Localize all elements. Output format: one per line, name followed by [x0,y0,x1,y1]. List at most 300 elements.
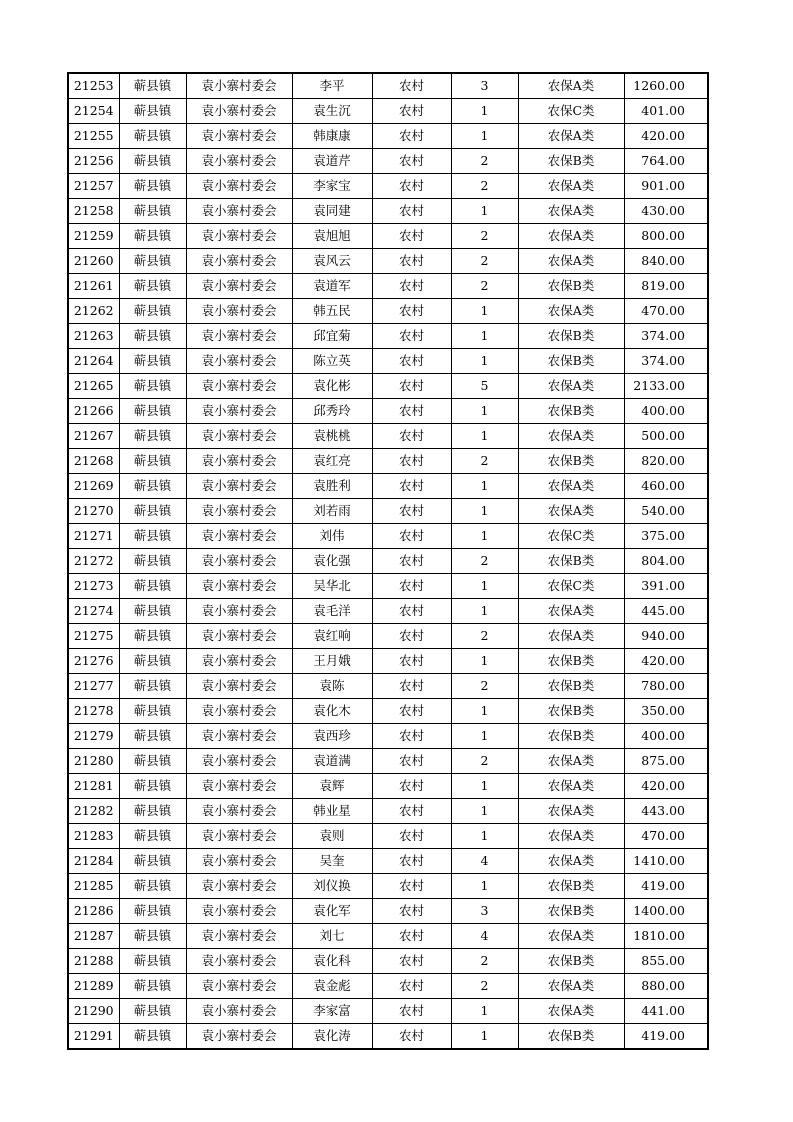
table-row [68,699,708,724]
area-type-cell: 农村 [372,424,451,449]
town-cell: 蕲县镇 [119,399,186,424]
village-committee-cell: 袁小寨村委会 [186,124,292,149]
record-id-cell: 21258 [68,199,119,224]
name-cell: 李家宝 [292,174,372,199]
amount-cell: 875.00 [624,749,708,774]
town-cell: 蕲县镇 [119,449,186,474]
area-type-cell: 农村 [372,749,451,774]
record-id-cell: 21288 [68,949,119,974]
household-count-cell: 1 [451,399,518,424]
insurance-category-cell: 农保A类 [518,474,624,499]
area-type-cell: 农村 [372,449,451,474]
insurance-category-cell: 农保B类 [518,724,624,749]
amount-cell: 780.00 [624,674,708,699]
insurance-category-cell: 农保C类 [518,524,624,549]
amount-cell: 840.00 [624,249,708,274]
amount-cell: 401.00 [624,99,708,124]
record-id-cell: 21264 [68,349,119,374]
area-type-cell: 农村 [372,999,451,1024]
village-committee-cell: 袁小寨村委会 [186,974,292,999]
table-row [68,524,708,549]
table-row [68,449,708,474]
town-cell: 蕲县镇 [119,574,186,599]
town-cell: 蕲县镇 [119,349,186,374]
table-row [68,73,708,99]
table-row [68,899,708,924]
record-id-cell: 21290 [68,999,119,1024]
amount-cell: 470.00 [624,299,708,324]
town-cell: 蕲县镇 [119,874,186,899]
household-count-cell: 1 [451,499,518,524]
table-row [68,824,708,849]
record-id-cell: 21277 [68,674,119,699]
amount-cell: 940.00 [624,624,708,649]
village-committee-cell: 袁小寨村委会 [186,574,292,599]
amount-cell: 445.00 [624,599,708,624]
name-cell: 袁西珍 [292,724,372,749]
town-cell: 蕲县镇 [119,499,186,524]
village-committee-cell: 袁小寨村委会 [186,724,292,749]
table-row [68,199,708,224]
household-count-cell: 2 [451,174,518,199]
town-cell: 蕲县镇 [119,299,186,324]
insurance-category-cell: 农保A类 [518,974,624,999]
insurance-category-cell: 农保A类 [518,924,624,949]
area-type-cell: 农村 [372,349,451,374]
name-cell: 袁陈 [292,674,372,699]
household-count-cell: 1 [451,799,518,824]
table-row [68,774,708,799]
record-id-cell: 21285 [68,874,119,899]
village-committee-cell: 袁小寨村委会 [186,349,292,374]
record-id-cell: 21289 [68,974,119,999]
amount-cell: 540.00 [624,499,708,524]
area-type-cell: 农村 [372,499,451,524]
area-type-cell: 农村 [372,574,451,599]
record-id-cell: 21275 [68,624,119,649]
amount-cell: 420.00 [624,124,708,149]
area-type-cell: 农村 [372,674,451,699]
record-id-cell: 21254 [68,99,119,124]
name-cell: 袁化彬 [292,374,372,399]
table-row [68,224,708,249]
amount-cell: 419.00 [624,1024,708,1050]
name-cell: 袁红响 [292,624,372,649]
name-cell: 袁红亮 [292,449,372,474]
table-row [68,799,708,824]
town-cell: 蕲县镇 [119,799,186,824]
household-count-cell: 1 [451,824,518,849]
table-row [68,349,708,374]
name-cell: 韩业星 [292,799,372,824]
household-count-cell: 1 [451,1024,518,1050]
town-cell: 蕲县镇 [119,749,186,774]
area-type-cell: 农村 [372,99,451,124]
record-id-cell: 21269 [68,474,119,499]
table-row [68,649,708,674]
record-id-cell: 21267 [68,424,119,449]
household-count-cell: 1 [451,774,518,799]
table-row [68,974,708,999]
amount-cell: 1810.00 [624,924,708,949]
table-row [68,174,708,199]
town-cell: 蕲县镇 [119,949,186,974]
household-count-cell: 1 [451,349,518,374]
amount-cell: 443.00 [624,799,708,824]
table-row [68,1024,708,1050]
name-cell: 袁旭旭 [292,224,372,249]
town-cell: 蕲县镇 [119,549,186,574]
amount-cell: 460.00 [624,474,708,499]
town-cell: 蕲县镇 [119,624,186,649]
insurance-category-cell: 农保B类 [518,949,624,974]
insurance-category-cell: 农保A类 [518,624,624,649]
amount-cell: 419.00 [624,874,708,899]
insurance-category-cell: 农保B类 [518,674,624,699]
record-id-cell: 21263 [68,324,119,349]
insurance-category-cell: 农保A类 [518,174,624,199]
area-type-cell: 农村 [372,549,451,574]
amount-cell: 820.00 [624,449,708,474]
table-row [68,874,708,899]
area-type-cell: 农村 [372,774,451,799]
village-committee-cell: 袁小寨村委会 [186,449,292,474]
record-id-cell: 21276 [68,649,119,674]
area-type-cell: 农村 [372,874,451,899]
record-id-cell: 21271 [68,524,119,549]
insurance-category-cell: 农保A类 [518,73,624,99]
town-cell: 蕲县镇 [119,649,186,674]
household-count-cell: 2 [451,974,518,999]
village-committee-cell: 袁小寨村委会 [186,624,292,649]
record-id-cell: 21284 [68,849,119,874]
insurance-category-cell: 农保A类 [518,249,624,274]
village-committee-cell: 袁小寨村委会 [186,949,292,974]
amount-cell: 350.00 [624,699,708,724]
record-id-cell: 21282 [68,799,119,824]
household-count-cell: 1 [451,324,518,349]
table-row [68,949,708,974]
record-id-cell: 21281 [68,774,119,799]
town-cell: 蕲县镇 [119,899,186,924]
town-cell: 蕲县镇 [119,224,186,249]
area-type-cell: 农村 [372,949,451,974]
village-committee-cell: 袁小寨村委会 [186,599,292,624]
town-cell: 蕲县镇 [119,674,186,699]
record-id-cell: 21257 [68,174,119,199]
name-cell: 韩康康 [292,124,372,149]
village-committee-cell: 袁小寨村委会 [186,699,292,724]
area-type-cell: 农村 [372,649,451,674]
table-row [68,149,708,174]
village-committee-cell: 袁小寨村委会 [186,849,292,874]
area-type-cell: 农村 [372,174,451,199]
name-cell: 袁金彪 [292,974,372,999]
name-cell: 李平 [292,73,372,99]
household-count-cell: 2 [451,149,518,174]
name-cell: 袁则 [292,824,372,849]
household-count-cell: 1 [451,424,518,449]
name-cell: 袁辉 [292,774,372,799]
name-cell: 吴奎 [292,849,372,874]
insurance-category-cell: 农保B类 [518,399,624,424]
name-cell: 袁化涛 [292,1024,372,1050]
household-count-cell: 1 [451,724,518,749]
insurance-category-cell: 农保A类 [518,999,624,1024]
record-id-cell: 21266 [68,399,119,424]
insurance-category-cell: 农保A类 [518,424,624,449]
town-cell: 蕲县镇 [119,73,186,99]
town-cell: 蕲县镇 [119,599,186,624]
village-committee-cell: 袁小寨村委会 [186,73,292,99]
amount-cell: 420.00 [624,649,708,674]
area-type-cell: 农村 [372,1024,451,1050]
name-cell: 刘若雨 [292,499,372,524]
household-count-cell: 2 [451,674,518,699]
table-row [68,724,708,749]
name-cell: 袁生沉 [292,99,372,124]
area-type-cell: 农村 [372,274,451,299]
insurance-category-cell: 农保B类 [518,874,624,899]
insurance-category-cell: 农保B类 [518,149,624,174]
insurance-category-cell: 农保A类 [518,224,624,249]
amount-cell: 880.00 [624,974,708,999]
record-id-cell: 21274 [68,599,119,624]
insurance-category-cell: 农保B类 [518,649,624,674]
amount-cell: 420.00 [624,774,708,799]
table-row [68,424,708,449]
table-row [68,474,708,499]
amount-cell: 764.00 [624,149,708,174]
table-row [68,924,708,949]
insurance-category-cell: 农保A类 [518,799,624,824]
record-id-cell: 21279 [68,724,119,749]
insurance-category-cell: 农保B类 [518,349,624,374]
area-type-cell: 农村 [372,249,451,274]
record-id-cell: 21283 [68,824,119,849]
record-id-cell: 21270 [68,499,119,524]
table-row [68,374,708,399]
household-count-cell: 1 [451,474,518,499]
table-row [68,249,708,274]
area-type-cell: 农村 [372,224,451,249]
village-committee-cell: 袁小寨村委会 [186,924,292,949]
record-id-cell: 21287 [68,924,119,949]
table-row [68,324,708,349]
table-row [68,624,708,649]
name-cell: 袁毛洋 [292,599,372,624]
name-cell: 韩五民 [292,299,372,324]
village-committee-cell: 袁小寨村委会 [186,274,292,299]
area-type-cell: 农村 [372,73,451,99]
area-type-cell: 农村 [372,624,451,649]
village-committee-cell: 袁小寨村委会 [186,399,292,424]
area-type-cell: 农村 [372,299,451,324]
village-committee-cell: 袁小寨村委会 [186,174,292,199]
town-cell: 蕲县镇 [119,724,186,749]
insurance-category-cell: 农保B类 [518,899,624,924]
name-cell: 袁化木 [292,699,372,724]
town-cell: 蕲县镇 [119,974,186,999]
insurance-category-cell: 农保A类 [518,749,624,774]
household-count-cell: 2 [451,949,518,974]
household-count-cell: 2 [451,549,518,574]
name-cell: 袁同建 [292,199,372,224]
area-type-cell: 农村 [372,899,451,924]
household-count-cell: 1 [451,874,518,899]
records-table-body [68,73,708,1049]
record-id-cell: 21265 [68,374,119,399]
town-cell: 蕲县镇 [119,99,186,124]
table-row [68,674,708,699]
household-count-cell: 1 [451,99,518,124]
household-count-cell: 3 [451,73,518,99]
name-cell: 刘仪换 [292,874,372,899]
amount-cell: 400.00 [624,724,708,749]
household-count-cell: 1 [451,199,518,224]
household-count-cell: 1 [451,999,518,1024]
area-type-cell: 农村 [372,324,451,349]
insurance-category-cell: 农保A类 [518,599,624,624]
town-cell: 蕲县镇 [119,374,186,399]
town-cell: 蕲县镇 [119,249,186,274]
amount-cell: 374.00 [624,324,708,349]
record-id-cell: 21268 [68,449,119,474]
record-id-cell: 21272 [68,549,119,574]
name-cell: 李家富 [292,999,372,1024]
village-committee-cell: 袁小寨村委会 [186,999,292,1024]
household-count-cell: 3 [451,899,518,924]
table-row [68,499,708,524]
record-id-cell: 21253 [68,73,119,99]
village-committee-cell: 袁小寨村委会 [186,799,292,824]
records-table [67,72,709,1050]
amount-cell: 901.00 [624,174,708,199]
name-cell: 袁风云 [292,249,372,274]
amount-cell: 500.00 [624,424,708,449]
record-id-cell: 21280 [68,749,119,774]
village-committee-cell: 袁小寨村委会 [186,424,292,449]
village-committee-cell: 袁小寨村委会 [186,374,292,399]
name-cell: 陈立英 [292,349,372,374]
amount-cell: 1410.00 [624,849,708,874]
village-committee-cell: 袁小寨村委会 [186,649,292,674]
name-cell: 袁胜利 [292,474,372,499]
area-type-cell: 农村 [372,599,451,624]
record-id-cell: 21260 [68,249,119,274]
area-type-cell: 农村 [372,149,451,174]
amount-cell: 400.00 [624,399,708,424]
table-row [68,849,708,874]
amount-cell: 800.00 [624,224,708,249]
town-cell: 蕲县镇 [119,849,186,874]
area-type-cell: 农村 [372,974,451,999]
name-cell: 邱秀玲 [292,399,372,424]
village-committee-cell: 袁小寨村委会 [186,149,292,174]
insurance-category-cell: 农保C类 [518,99,624,124]
insurance-category-cell: 农保B类 [518,1024,624,1050]
amount-cell: 819.00 [624,274,708,299]
name-cell: 袁道军 [292,274,372,299]
insurance-category-cell: 农保A类 [518,124,624,149]
area-type-cell: 农村 [372,374,451,399]
name-cell: 刘七 [292,924,372,949]
area-type-cell: 农村 [372,524,451,549]
table-row [68,574,708,599]
amount-cell: 2133.00 [624,374,708,399]
town-cell: 蕲县镇 [119,124,186,149]
village-committee-cell: 袁小寨村委会 [186,299,292,324]
insurance-category-cell: 农保B类 [518,699,624,724]
table-row [68,749,708,774]
town-cell: 蕲县镇 [119,824,186,849]
amount-cell: 374.00 [624,349,708,374]
amount-cell: 1260.00 [624,73,708,99]
town-cell: 蕲县镇 [119,474,186,499]
household-count-cell: 2 [451,449,518,474]
village-committee-cell: 袁小寨村委会 [186,474,292,499]
table-row [68,399,708,424]
table-row [68,999,708,1024]
town-cell: 蕲县镇 [119,174,186,199]
amount-cell: 441.00 [624,999,708,1024]
name-cell: 王月娥 [292,649,372,674]
record-id-cell: 21291 [68,1024,119,1050]
town-cell: 蕲县镇 [119,1024,186,1050]
village-committee-cell: 袁小寨村委会 [186,899,292,924]
name-cell: 刘伟 [292,524,372,549]
household-count-cell: 4 [451,924,518,949]
household-count-cell: 1 [451,649,518,674]
town-cell: 蕲县镇 [119,924,186,949]
village-committee-cell: 袁小寨村委会 [186,224,292,249]
household-count-cell: 1 [451,574,518,599]
insurance-category-cell: 农保B类 [518,324,624,349]
household-count-cell: 5 [451,374,518,399]
insurance-category-cell: 农保A类 [518,824,624,849]
area-type-cell: 农村 [372,849,451,874]
household-count-cell: 1 [451,599,518,624]
town-cell: 蕲县镇 [119,274,186,299]
record-id-cell: 21256 [68,149,119,174]
insurance-category-cell: 农保B类 [518,274,624,299]
name-cell: 邱宜菊 [292,324,372,349]
area-type-cell: 农村 [372,199,451,224]
town-cell: 蕲县镇 [119,324,186,349]
table-row [68,99,708,124]
household-count-cell: 2 [451,274,518,299]
insurance-category-cell: 农保B类 [518,549,624,574]
insurance-category-cell: 农保A类 [518,374,624,399]
household-count-cell: 1 [451,299,518,324]
area-type-cell: 农村 [372,474,451,499]
area-type-cell: 农村 [372,799,451,824]
household-count-cell: 1 [451,524,518,549]
record-id-cell: 21262 [68,299,119,324]
household-count-cell: 2 [451,749,518,774]
village-committee-cell: 袁小寨村委会 [186,1024,292,1050]
table-row [68,124,708,149]
village-committee-cell: 袁小寨村委会 [186,324,292,349]
table-row [68,299,708,324]
town-cell: 蕲县镇 [119,524,186,549]
amount-cell: 1400.00 [624,899,708,924]
insurance-category-cell: 农保A类 [518,199,624,224]
household-count-cell: 4 [451,849,518,874]
village-committee-cell: 袁小寨村委会 [186,824,292,849]
town-cell: 蕲县镇 [119,149,186,174]
name-cell: 袁化科 [292,949,372,974]
